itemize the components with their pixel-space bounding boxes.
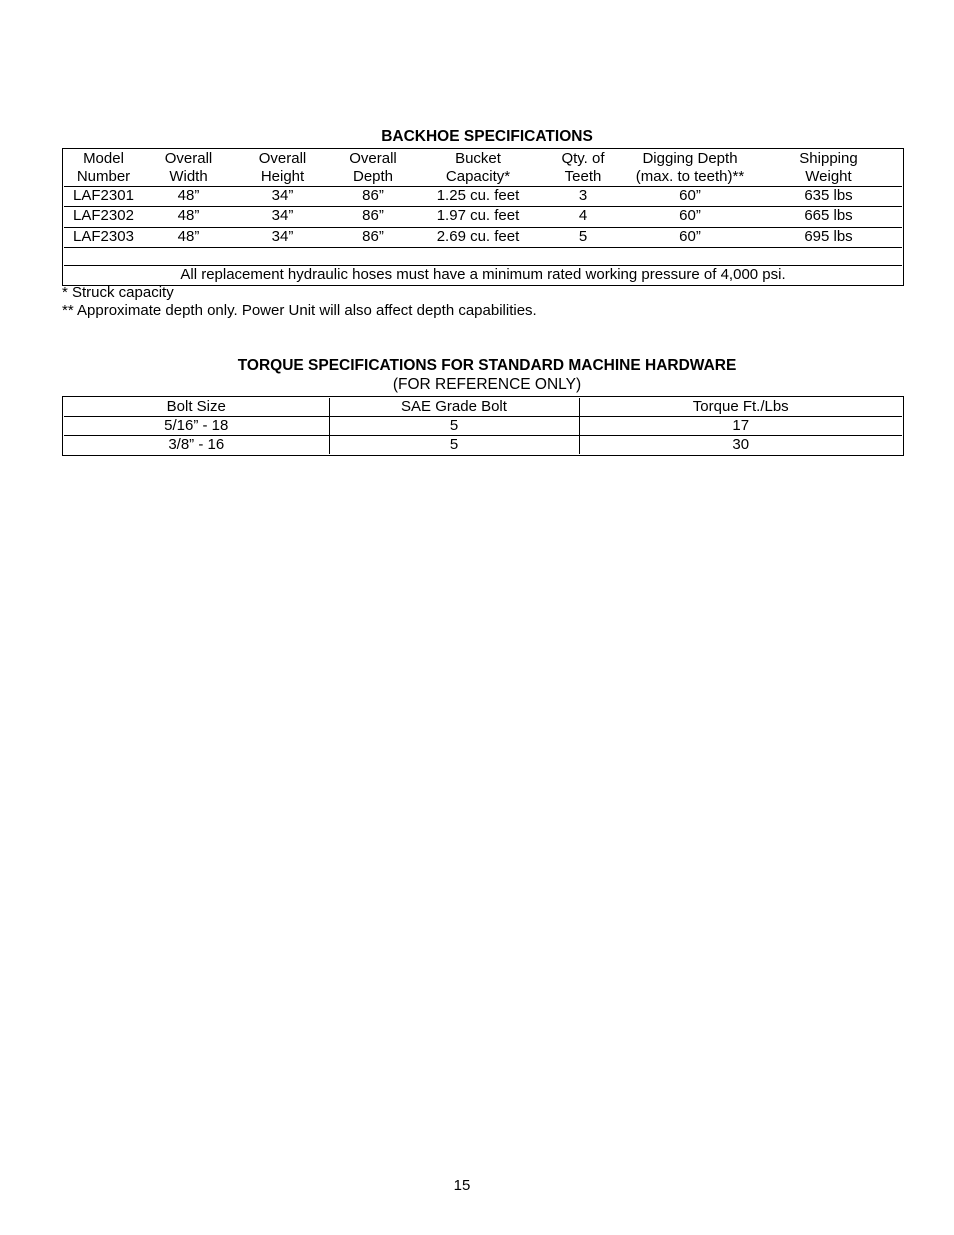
width-cell: 48” — [143, 187, 234, 207]
table-row — [64, 417, 902, 436]
bucket-cell: 1.97 cu. feet — [415, 207, 541, 228]
weight-cell: 695 lbs — [755, 228, 902, 248]
header-width: Overall Width — [164, 150, 213, 185]
weight-cell: 665 lbs — [755, 207, 902, 228]
header-teeth: Qty. of Teeth — [561, 150, 605, 185]
torque-specs-title: TORQUE SPECIFICATIONS FOR STANDARD MACHINE HARDWARE — [237, 357, 737, 374]
model-cell: LAF2303 — [64, 228, 143, 248]
torque-header-row — [64, 398, 902, 417]
height-cell: 34” — [234, 187, 331, 207]
torque-specs-subtitle: (FOR REFERENCE ONLY) — [392, 376, 582, 393]
header-torque: Torque Ft./Lbs — [579, 398, 902, 417]
bucket-cell: 2.69 cu. feet — [415, 228, 541, 248]
backhoe-specs-table — [62, 148, 904, 286]
header-sae-grade: SAE Grade Bolt — [329, 398, 579, 417]
teeth-cell: 5 — [541, 228, 625, 248]
header-bolt-size: Bolt Size — [64, 398, 329, 417]
teeth-cell: 3 — [541, 187, 625, 207]
teeth-cell: 4 — [541, 207, 625, 228]
hydraulic-hose-note: All replacement hydraulic hoses must have a minimum rated working pressure of 4,000 psi. — [64, 266, 902, 285]
table-row — [64, 436, 902, 455]
backhoe-header-row — [64, 150, 902, 187]
bolt-size-cell: 5/16” - 18 — [64, 417, 329, 436]
digging-depth-cell: 60” — [625, 187, 755, 207]
depth-cell: 86” — [331, 228, 415, 248]
height-cell: 34” — [234, 207, 331, 228]
torque-specs-table — [62, 396, 904, 456]
bucket-cell: 1.25 cu. feet — [415, 187, 541, 207]
header-model: Model Number — [76, 150, 131, 185]
backhoe-specs-title: BACKHOE SPECIFICATIONS — [381, 128, 593, 145]
height-cell: 34” — [234, 228, 331, 248]
bolt-size-cell: 3/8” - 16 — [64, 436, 329, 455]
sae-grade-cell: 5 — [329, 417, 579, 436]
width-cell: 48” — [143, 228, 234, 248]
header-height: Overall Height — [258, 150, 307, 185]
model-cell: LAF2301 — [64, 187, 143, 207]
table-row — [64, 187, 902, 207]
table-row — [64, 207, 902, 228]
header-digging-depth: Digging Depth (max. to teeth)** — [635, 150, 745, 185]
depth-cell: 86” — [331, 187, 415, 207]
page-number: 15 — [453, 1177, 471, 1194]
hydraulic-note-row — [64, 266, 902, 285]
sae-grade-cell: 5 — [329, 436, 579, 455]
header-shipping-weight: Shipping Weight — [799, 150, 858, 185]
table-row — [64, 228, 902, 248]
footnote-struck-capacity: * Struck capacity — [62, 284, 174, 301]
blank-row — [64, 248, 902, 266]
header-depth: Overall Depth — [349, 150, 397, 185]
model-cell: LAF2302 — [64, 207, 143, 228]
digging-depth-cell: 60” — [625, 228, 755, 248]
torque-cell: 30 — [579, 436, 902, 455]
digging-depth-cell: 60” — [625, 207, 755, 228]
footnote-approx-depth: ** Approximate depth only. Power Unit will also affect depth capabilities. — [62, 302, 537, 319]
weight-cell: 635 lbs — [755, 187, 902, 207]
torque-cell: 17 — [579, 417, 902, 436]
width-cell: 48” — [143, 207, 234, 228]
depth-cell: 86” — [331, 207, 415, 228]
header-bucket: Bucket Capacity* — [445, 150, 511, 185]
